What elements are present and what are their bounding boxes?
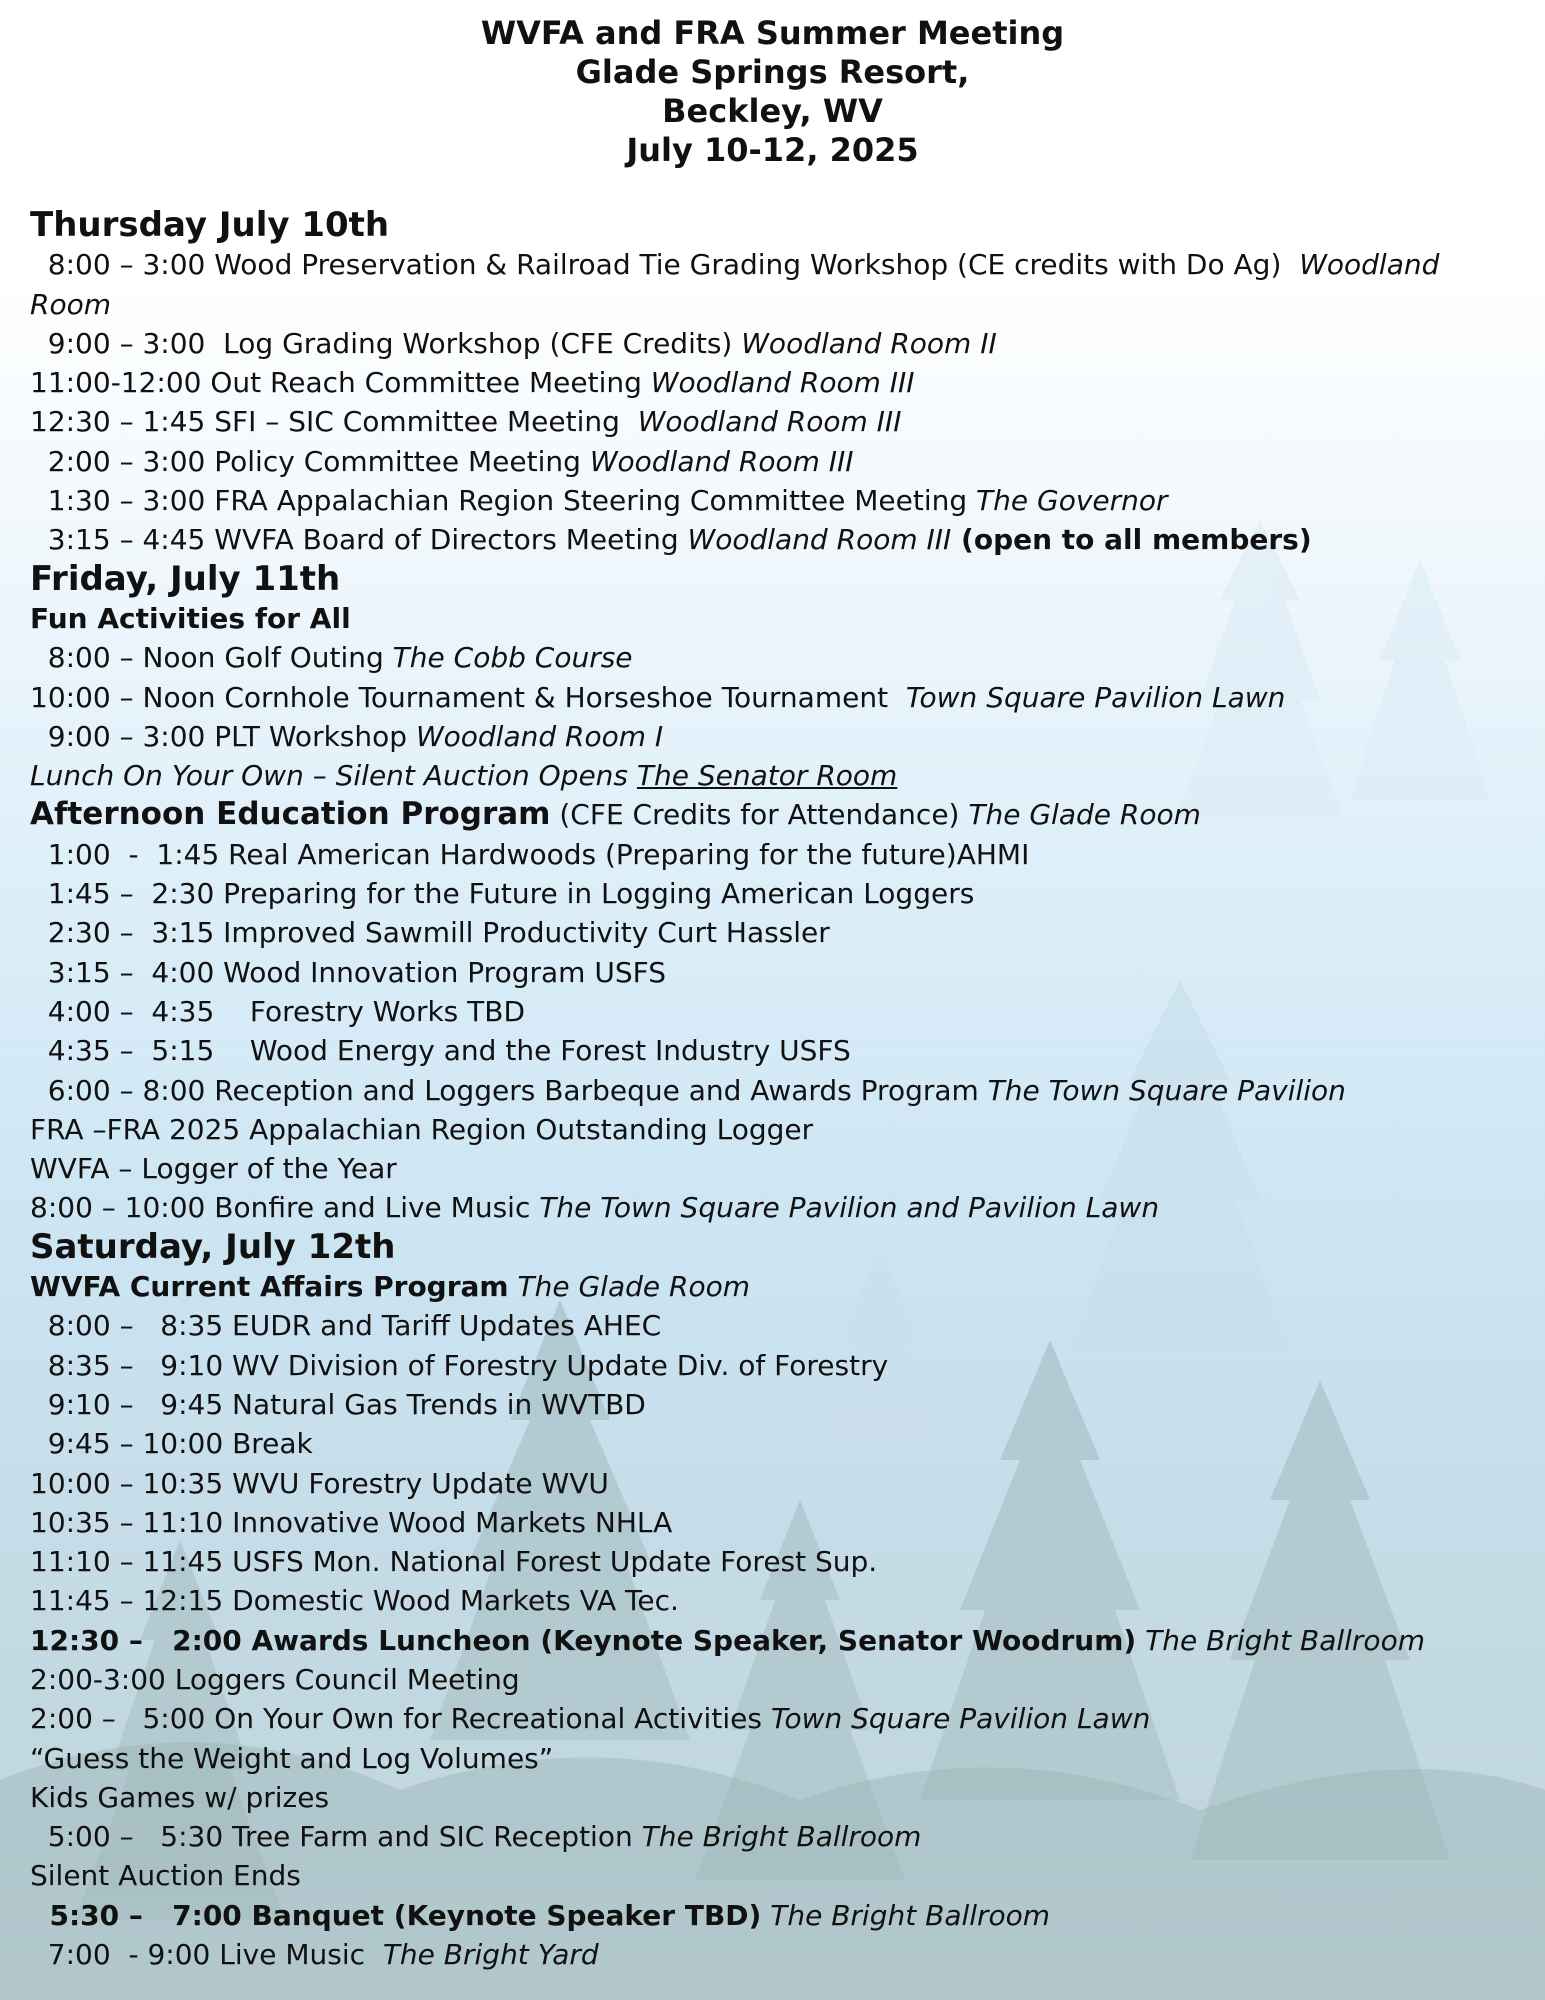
schedule-item: 8:35 – 9:10 WV Division of Forestry Update Div. of Forestry	[30, 1348, 889, 1382]
schedule	[30, 206, 1530, 1974]
schedule-item: 9:10 – 9:45 Natural Gas Trends in WVTBD	[30, 1387, 646, 1421]
schedule-item: 1:45 – 2:30 Preparing for the Future in Logging American Loggers	[30, 877, 975, 911]
schedule-item: 11:10 – 11:45 USFS Mon. National Forest Update Forest Sup.	[30, 1545, 878, 1579]
schedule-item: 4:00 – 4:35 Forestry Works TBD	[30, 994, 526, 1028]
schedule-item: 2:00-3:00 Loggers Council Meeting	[30, 1662, 520, 1696]
activity-item: “Guess the Weight and Log Volumes”	[30, 1741, 554, 1775]
section-heading: Fun Activities for All	[30, 601, 351, 635]
schedule-item: 5:00 – 5:30 Tree Farm and SIC Reception The Bright Ballroom	[30, 1820, 922, 1854]
award-item: WVFA – Logger of the Year	[30, 1152, 397, 1186]
schedule-item: 12:30 – 2:00 Awards Luncheon (Keynote Speaker, Senator Woodrum) The Bright Ballroom	[30, 1623, 1425, 1657]
day-heading-friday: Friday, July 11th	[30, 558, 341, 599]
schedule-item: 3:15 – 4:00 Wood Innovation Program USFS	[30, 955, 666, 989]
schedule-item: 4:35 – 5:15 Wood Energy and the Forest Industry USFS	[30, 1034, 851, 1068]
schedule-item: Lunch On Your Own – Silent Auction Opens The Senator Room	[30, 759, 898, 793]
schedule-item: 6:00 – 8:00 Reception and Loggers Barbeque and Awards Program The Town Square Pavilion	[30, 1073, 1346, 1107]
header-location: Beckley, WV	[662, 92, 883, 130]
header-title: WVFA and FRA Summer Meeting	[480, 14, 1065, 52]
schedule-item: 8:00 – Noon Golf Outing The Cobb Course	[30, 641, 633, 675]
header-venue: Glade Springs Resort,	[575, 53, 970, 91]
schedule-item: 1:30 – 3:00 FRA Appalachian Region Steering Committee Meeting The Governor	[30, 484, 1168, 518]
schedule-item: 8:00 – 10:00 Bonfire and Live Music The Town Square Pavilion and Pavilion Lawn	[30, 1191, 1160, 1225]
schedule-item: 10:00 – Noon Cornhole Tournament & Horseshoe Tournament Town Square Pavilion Lawn	[30, 680, 1286, 714]
schedule-item: 7:00 - 9:00 Live Music The Bright Yard	[30, 1938, 599, 1972]
day-heading-saturday: Saturday, July 12th	[30, 1226, 396, 1267]
schedule-item-continuation: Room	[30, 287, 111, 321]
schedule-item: 1:00 - 1:45 Real American Hardwoods (Preparing for the future)AHMI	[30, 837, 1030, 871]
activity-item: Kids Games w/ prizes	[30, 1780, 330, 1814]
schedule-item: Silent Auction Ends	[30, 1859, 301, 1893]
schedule-item: 9:00 – 3:00 Log Grading Workshop (CFE Credits) Woodland Room II	[30, 326, 997, 360]
schedule-item: 9:00 – 3:00 PLT Workshop Woodland Room I	[30, 719, 664, 753]
header-dates: July 10-12, 2025	[626, 131, 919, 169]
schedule-item: 2:00 – 3:00 Policy Committee Meeting Woodland Room III	[30, 444, 854, 478]
award-item: FRA –FRA 2025 Appalachian Region Outstanding Logger	[30, 1112, 814, 1146]
schedule-item: 12:30 – 1:45 SFI – SIC Committee Meeting Woodland Room III	[30, 405, 902, 439]
schedule-item: 10:00 – 10:35 WVU Forestry Update WVU	[30, 1466, 609, 1500]
schedule-item: 2:30 – 3:15 Improved Sawmill Productivity Curt Hassler	[30, 916, 830, 950]
schedule-item: 8:00 – 8:35 EUDR and Tariff Updates AHEC	[30, 1309, 662, 1343]
schedule-item: 5:30 – 7:00 Banquet (Keynote Speaker TBD) The Bright Ballroom	[30, 1898, 1051, 1932]
schedule-item: 11:45 – 12:15 Domestic Wood Markets VA Tec.	[30, 1584, 679, 1618]
schedule-item: 10:35 – 11:10 Innovative Wood Markets NHLA	[30, 1505, 673, 1539]
document-header	[0, 0, 1545, 170]
schedule-item: 9:45 – 10:00 Break	[30, 1427, 313, 1461]
section-heading-program: WVFA Current Affairs Program The Glade Room	[30, 1270, 751, 1304]
section-heading-education: Afternoon Education Program (CFE Credits for Attendance) The Glade Room	[30, 796, 1201, 833]
schedule-item: 8:00 – 3:00 Wood Preservation & Railroad Tie Grading Workshop (CE credits with Do Ag) Woodland	[30, 248, 1440, 282]
day-heading-thursday: Thursday July 10th	[30, 205, 390, 245]
schedule-item: 11:00-12:00 Out Reach Committee Meeting Woodland Room III	[30, 366, 915, 400]
schedule-item: 3:15 – 4:45 WVFA Board of Directors Meeting Woodland Room III (open to all members)	[30, 523, 1312, 557]
schedule-item: 2:00 – 5:00 On Your Own for Recreational Activities Town Square Pavilion Lawn	[30, 1702, 1151, 1736]
